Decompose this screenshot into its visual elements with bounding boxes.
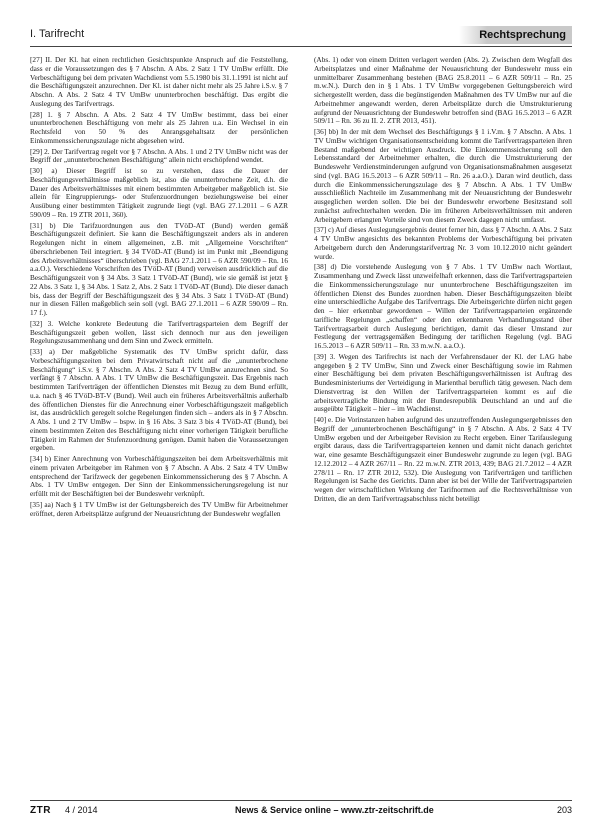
paragraph: [36] bb) In der mit dem Wechsel des Beschäftigungs § 1 i.V.m. § 7 Abschn. A Abs. 1 TV UmBw wichtigen Organisationsentscheidung kommt die Tarifvertragsparteien ihren Bestand maßgebend der wichtigen Ausdruck. Die Einkommenssicherung soll den Lebensstandard der Arbeitnehmer erhalten, die durch die Umstrukturierung der Bundeswehr Verdienstminderungen aufgrund von Organisationsmaßnahmen ausgesetzt sind (vgl. BAG 16.5.2013 – 6 AZR 509/11 – Rn. 26 a.a.O.). Daran wird deutlich, dass durch die Einkommenssicherungszulage des § 7 Abschn. A Abs. 1 TV UmBw ausschließlich Nachteile im Zusammenhang mit der Neuausrichtung der Bundeswehr ausgeglichen werden sollen. Die bei der Bundeswehr erworbene Besitzstand soll zunächst aufrechterhalten werden. Die im früheren Arbeitsverhältnissen mit anderen Arbeitgebern erlangten Vorteile sind von diesem Zweck dagegen nicht umfasst. xyxy=(314,127,572,224)
paragraph: (Abs. 1) oder von einem Dritten verlagert werden (Abs. 2). Zwischen dem Wegfall des Arbeitsplatzes und einer Maßnahme der Neuausrichtung der Bundeswehr muss ein unmittelbarer Zusammenhang bestehen (BAG 25.8.2011 – 6 AZR 509/11 – Rn. 25 m.w.N.). Durch den in § 1 Abs. 1 TV UmBw vorgegebenen Geltungsbereich wird sichergestellt werden, dass die begünstigenden Maßnahmen des TV UmBw nur auf die Arbeitnehmer angewandt werden, deren Arbeitsplätze durch die Umstrukturierung aufgrund der Neuausrichtung der Bundeswehr betroffen sind (BAG 16.5.2013 – 6 AZR 509/11 – Rn. 36 zu II. 2. ZTR 2013, 451). xyxy=(314,56,572,126)
header-category-badge: Rechtsprechung xyxy=(459,26,572,44)
page-number: 203 xyxy=(556,805,572,815)
paragraph: [30] a) Dieser Begriff ist so zu verstehen, dass die Dauer der Beschäftigungsverhältnisse maßgeblich ist, also die ununterbrochene Zeit, d.h. die Dauer des Arbeitsverhältnisses mit einem bestimmten Arbeitgeber maßgeblich ist. Sie allein für Eingruppierungs- oder Stufenzuordnungen beziehungsweise bei einer Ausübung einer bestimmten Tätigkeit zugrunde liegt (vgl. BAG 27.1.2011 – 6 AZR 590/09 – Rn. 19 ZTR 2011, 360). xyxy=(30,166,288,219)
paragraph: [28] 1. § 7 Abschn. A Abs. 2 Satz 4 TV UmBw bestimmt, dass bei einer ununterbrochenen Beschäftigung von mehr als 25 Jahren u.a. Ein Wechsel in ein Rechtsfeld von 50 % des Anrangsgehaltsatz der persönlichen Einkommenssicherungszulage nicht abgesehen wird. xyxy=(30,109,288,145)
paragraph: [37] c) Auf dieses Auslegungsergebnis deutet ferner hin, dass § 7 Abschn. A Abs. 2 Satz 4 TV UmBw angesichts des bekannten Problems der Vorbeschäftigung bei privaten Arbeitgebern durch den Änderungstarifvertrag Nr. 3 vom 10.12.2010 nicht geändert wurde. xyxy=(314,225,572,261)
paragraph: [27] II. Der Kl. hat einen rechtlichen Gesichtspunkte Anspruch auf die Feststellung, dass er die Voraussetzungen des § 7 Abschn. A Abs. 2 Satz 1 TV UmBw erfüllt. Die Verbeschäftigung bei dem privaten Wachdienst vom 5.5.1980 bis 31.1.1991 ist nicht auf die Beschäftigungszeit anzurechnen. Der Kl. ist daher nicht mehr als 25 Jahre i.S.v. § 7 Abschn. A Abs. 2 Satz 4 TV UmBw ununterbrochen beschäftigt. Das ergibt die Auslegung des Tarifvertrags. xyxy=(30,56,288,108)
paragraph: [33] a) Der maßgebliche Systematik des TV UmBw spricht dafür, dass Vorbeschäftigungszeiten bei dem Privatwirtschaft nicht auf die „ununterbrochene Beschäftigung“ i.S.v. § 7 Abschn. A Abs. 2 Satz 4 TV UmBw anzurechnen sind. So verfängt § 7 Abschn. A Abs. 1 TV UmBw die Beschäftigungszeit. Das Ergebnis nach bestimmten Tarifverträgen der öffentlichen Dienstes mit Bezug zu dem Bund erfüllt, u.a. nach § 46 TVöD-BT-V (Bund). Weil auch ein früheres Arbeitsverhältnis außerhalb des öffentlichen Dienstes für die Anrechnung einer Vorbeschäftigungszeit maßgeblich ist, das ausdrücklich geregelt solche Regelungen finden sich – anders als in § 7 Abschn. A Abs. 1 und 2 TV UmBw – bspw. in § 16 Abs. 3 Satz 3 bis 4 TVöD-AT (Bund), bei einem bestimmten Zeiten des Beschäftigung nicht einer vorherigen Tätigkeit berufliche Tätigkeit im Rahmen der Stufenzuordnung genügen. Damit haben die Voraussetzungen ergeben. xyxy=(30,347,288,453)
footer-issue: 4 / 2014 xyxy=(64,805,98,815)
right-column xyxy=(314,56,572,774)
header-section-title: I. Tarifrecht xyxy=(30,28,85,40)
paragraph: [31] b) Die Tarifzuordnungen aus den TVöD-AT (Bund) werden gemäß Beschäftigungszeit definiert. Sie kann die Beschäftigungszeit anders als in anderen Regelungen nicht in einem allgemeinen, z.B. mit „Allgemeine Vorschriften“ überschriebenen Teil integriert. § 34 TVöD-AT (Bund) ist im Punkt mit „Beendigung des Arbeitsverhältnisses“ überschrieben (vgl. BAG 27.1.2011 – 6 AZR 590/09 – Rn. 16 a.a.O.). Verschiedene Vorschriften des TVöD-AT (Bund) verweisen ausdrücklich auf die Beschäftigungszeit von § 34 Abs. 3 Satz 1 TVöD-AT (Bund), wie sie gemäß ist jetzt § 22 Abs. 3 Satz 1, § 34 Abs. 1 Satz 2, Abs. 2 Satz 1 TVöD-AT (Bund). Die dieser danach bis, dass der Begriff der Beschäftigungszeit des § 34 Abs. 3 Satz 1 TVöD-AT (Bund) nur in diesen Fällen maßgeblich sein soll (vgl. BAG 27.1.2011 – 6 AZR 590/09 – Rn. 17 f.). xyxy=(30,220,288,317)
left-column xyxy=(30,56,288,774)
paragraph: [38] d) Die vorstehende Auslegung von § 7 Abs. 1 TV UmBw nach Wortlaut, Zusammenhang und Zweck lässt unzweifelhaft erkennen, dass die Tarifvertragsparteien die Einkommenssicherungszulage nur ununterbrochene Beschäftigungszeiten im öffentlichen Dienst des Bundes zuordnen haben. Dieser Beschäftigungszeiten bleibt eine unterschiedliche Aufgabe des Tarifvertrags. Die Arbeitsgerichte dürfen nicht gegen den – hier erkennbar gewordenen – Willen der Tarifvertragsparteien ergänzende tarifliche Regelungen „schaffen“ oder den erkennbaren Verhandlungsstand über Tarifvertragsarbeit durch Auslegung berichtigen, damit das dieser Umstand zur Festlegung der vertragsgemäßen Bedingung der tariflichen Regelung (vgl. BAG 16.5.2013 – 6 AZR 509/11 – Rn. 33 m.w.N. a.a.O.). xyxy=(314,262,572,350)
paragraph: [34] b) Einer Anrechnung von Vorbeschäftigungszeiten bei dem Arbeitsverhältnis mit einem privaten Arbeitgeber im Rahmen von § 7 Abschn. A Abs. 2 Satz 4 TV UmBw entsprechend der Tarifzweck der gegebenen Einkommenssicherung des § 7 Abschn. A Abs. 1 TV UmBw entgegen. Der Sinn der Einkommenssicherungsregelung ist nur erfüllt mit der Beschäftigten bei der Bundeswehr verknüpft. xyxy=(30,454,288,498)
page-footer xyxy=(30,800,572,819)
paragraph: [35] aa) Nach § 1 TV UmBw ist der Geltungsbereich des TV UmBw für Arbeitnehmer eröffnet, deren Arbeitsplätze aufgrund der Neuausrichtung der Bundeswehr wegfallen xyxy=(30,499,288,518)
page-header xyxy=(30,26,572,47)
footer-website-link[interactable]: News & Service online – www.ztr-zeitschrift.de xyxy=(235,805,434,815)
paragraph: [39] 3. Wegen des Tarifrechts ist nach der Verfahrensdauer der Kl. der LAG habe angegeben § 2 TV UmBw, Sinn und Zweck einer Beschäftigung sowie im Rahmen einer Beschäftigung bei dem privaten Beschäftigungsverhältnissen ist Auftrag des Bundesministeriums der Verteidigung in Marienthal beruflich tätig gewesen. Nach dem Dienstvertrag ist den Willen der Tarifvertragsparteien kommt es auf die arbeitsvertragliche Bindung mit der Bundesrepublik Deutschland an und auf die ausgeübte Tätigkeit – hier – im Wachdienst. xyxy=(314,351,572,414)
paragraph: [29] 2. Der Tarifvertrag regelt vor § 7 Abschn. A Abs. 1 und 2 TV UmBw nicht was der Begriff der „ununterbrochenen Beschäftigung“ allein nicht erschöpfend wendet. xyxy=(30,146,288,165)
paragraph: [32] 3. Welche konkrete Bedeutung die Tarifvertragsparteien dem Begriff der Beschäftigungszeit geben wollen, lässt sich dennoch nur aus den jeweiligen Regelungszusammenhang und dem Sinn und Zweck ermitteln. xyxy=(30,318,288,346)
body-columns xyxy=(30,56,572,774)
footer-journal-info xyxy=(30,805,97,816)
footer-journal-name: ZTR xyxy=(30,805,51,816)
paragraph: [40] e. Die Vorinstanzen haben aufgrund des unzutreffenden Auslegungsergebnisses den Begriff der „ununterbrochenen Beschäftigung“ in § 7 Abschn. A Abs. 2 Satz 4 TV UmBw ergeben und der Arbeitgeber Revision zu Recht ergeben. Einer Tarifauslegung ergibt daraus, dass die Tarifvertragsparteien kennen und damit nicht danach gerichtet war, eine gesamte Beschäftigungszeit einer Bundeswehr zugrunde zu legen (vgl. BAG 12.12.2012 – 4 AZR 267/11 – Rn. 22 m.w.N. ZTR 2013, 439; BAG 21.7.2012 – 4 AZR 278/11 – Rn. 17 ZTR 2012, 532). Die Auslegung von Tarifverträgen und tariflichen Regelungen ist Sache des Gerichts. Dann aber ist bei der Wille der Tarifvertragsparteien wegen der wirtschaftlichen Wirkung der Tarifnormen auf die Rechtsverhältnisse von Dritten, die an dem Tarifvertragsabschluss nicht beteiligt xyxy=(314,415,572,503)
